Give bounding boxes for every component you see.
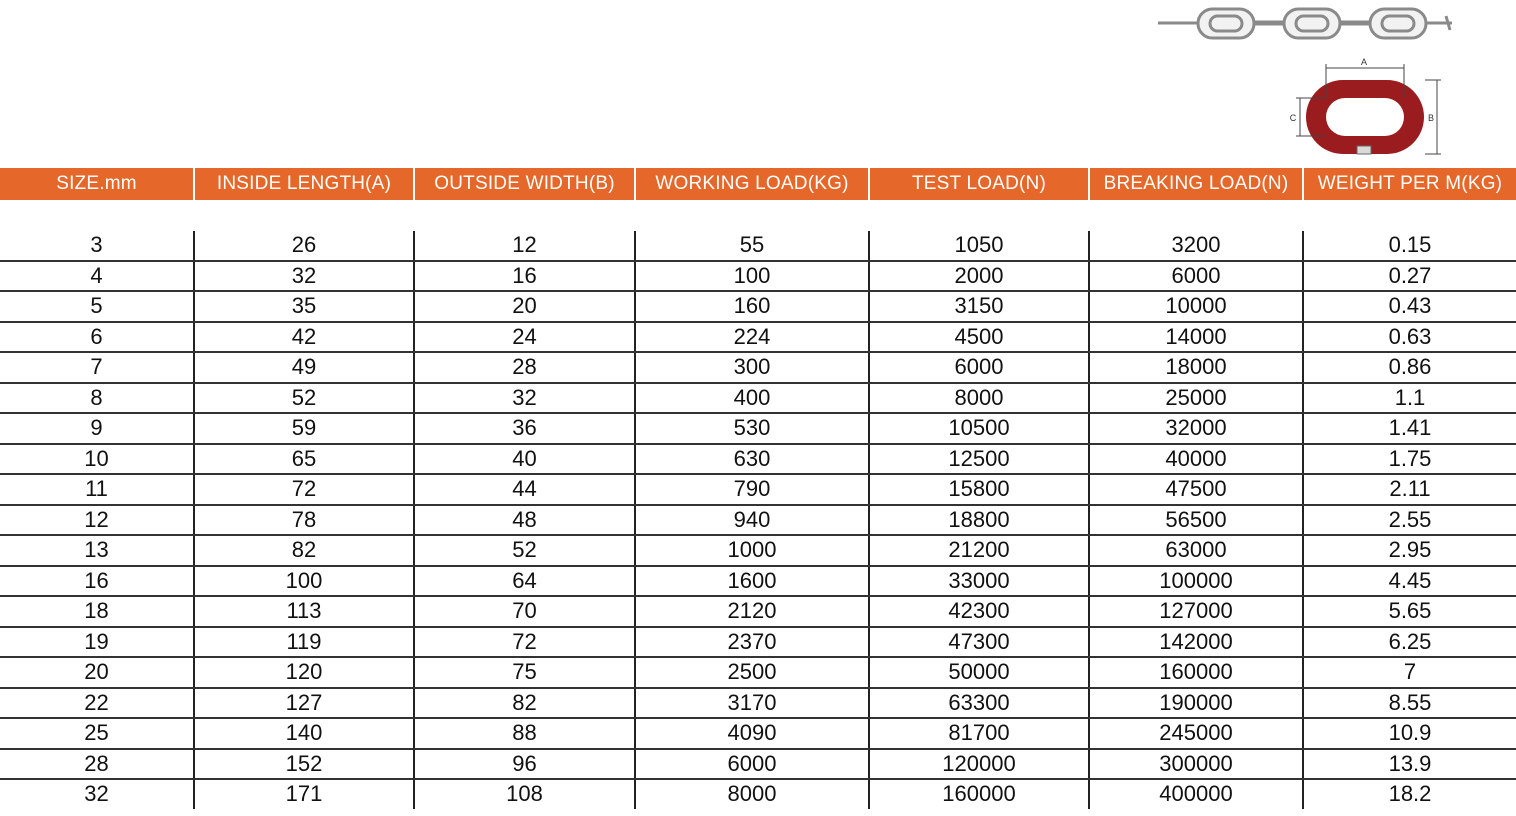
cell-size: 4 <box>0 261 194 292</box>
cell-working-load: 6000 <box>635 749 869 780</box>
cell-test-load: 8000 <box>869 383 1089 414</box>
cell-outside-width: 72 <box>414 627 635 658</box>
cell-inside-length: 100 <box>194 566 414 597</box>
cell-outside-width: 82 <box>414 688 635 719</box>
cell-breaking-load: 127000 <box>1089 596 1303 627</box>
cell-breaking-load: 18000 <box>1089 352 1303 383</box>
cell-inside-length: 72 <box>194 474 414 505</box>
cell-test-load: 6000 <box>869 352 1089 383</box>
table-header-row <box>0 168 1516 200</box>
cell-weight-per-m: 18.2 <box>1303 779 1516 809</box>
cell-working-load: 100 <box>635 261 869 292</box>
cell-breaking-load: 142000 <box>1089 627 1303 658</box>
cell-breaking-load: 100000 <box>1089 566 1303 597</box>
cell-weight-per-m: 7 <box>1303 657 1516 688</box>
cell-breaking-load: 40000 <box>1089 444 1303 475</box>
cell-weight-per-m: 0.86 <box>1303 352 1516 383</box>
cell-working-load: 630 <box>635 444 869 475</box>
cell-outside-width: 16 <box>414 261 635 292</box>
cell-working-load: 224 <box>635 322 869 353</box>
cell-inside-length: 65 <box>194 444 414 475</box>
cell-inside-length: 171 <box>194 779 414 809</box>
table-row <box>0 718 1516 749</box>
cell-outside-width: 75 <box>414 657 635 688</box>
cell-inside-length: 78 <box>194 505 414 536</box>
dimension-label-a: A <box>1360 57 1368 67</box>
cell-outside-width: 64 <box>414 566 635 597</box>
cell-test-load: 3150 <box>869 291 1089 322</box>
cell-weight-per-m: 2.95 <box>1303 535 1516 566</box>
header-breaking-load: BREAKING LOAD(N) <box>1089 168 1303 200</box>
cell-breaking-load: 10000 <box>1089 291 1303 322</box>
table-row <box>0 413 1516 444</box>
cell-test-load: 81700 <box>869 718 1089 749</box>
cell-working-load: 3170 <box>635 688 869 719</box>
header-outside-width: OUTSIDE WIDTH(B) <box>414 168 635 200</box>
cell-weight-per-m: 4.45 <box>1303 566 1516 597</box>
cell-inside-length: 82 <box>194 535 414 566</box>
cell-test-load: 47300 <box>869 627 1089 658</box>
cell-outside-width: 20 <box>414 291 635 322</box>
table-row <box>0 535 1516 566</box>
cell-breaking-load: 14000 <box>1089 322 1303 353</box>
cell-weight-per-m: 6.25 <box>1303 627 1516 658</box>
cell-outside-width: 52 <box>414 535 635 566</box>
cell-size: 12 <box>0 505 194 536</box>
cell-breaking-load: 25000 <box>1089 383 1303 414</box>
cell-inside-length: 52 <box>194 383 414 414</box>
cell-weight-per-m: 10.9 <box>1303 718 1516 749</box>
cell-breaking-load: 400000 <box>1089 779 1303 809</box>
cell-working-load: 160 <box>635 291 869 322</box>
cell-weight-per-m: 2.11 <box>1303 474 1516 505</box>
cell-size: 10 <box>0 444 194 475</box>
cell-breaking-load: 190000 <box>1089 688 1303 719</box>
table-row <box>0 322 1516 353</box>
cell-weight-per-m: 5.65 <box>1303 596 1516 627</box>
cell-size: 7 <box>0 352 194 383</box>
table-row <box>0 291 1516 322</box>
cell-weight-per-m: 1.41 <box>1303 413 1516 444</box>
cell-weight-per-m: 0.43 <box>1303 291 1516 322</box>
cell-size: 11 <box>0 474 194 505</box>
chain-strand-icon <box>1158 9 1452 38</box>
cell-working-load: 2370 <box>635 627 869 658</box>
cell-inside-length: 152 <box>194 749 414 780</box>
table-row <box>0 779 1516 809</box>
cell-inside-length: 35 <box>194 291 414 322</box>
cell-test-load: 33000 <box>869 566 1089 597</box>
cell-test-load: 21200 <box>869 535 1089 566</box>
cell-weight-per-m: 8.55 <box>1303 688 1516 719</box>
cell-breaking-load: 63000 <box>1089 535 1303 566</box>
cell-weight-per-m: 13.9 <box>1303 749 1516 780</box>
dimension-label-c: C <box>1289 113 1297 123</box>
cell-test-load: 42300 <box>869 596 1089 627</box>
cell-inside-length: 119 <box>194 627 414 658</box>
cell-test-load: 160000 <box>869 779 1089 809</box>
cell-breaking-load: 245000 <box>1089 718 1303 749</box>
table-row <box>0 383 1516 414</box>
cell-size: 9 <box>0 413 194 444</box>
cell-working-load: 790 <box>635 474 869 505</box>
cell-weight-per-m: 0.15 <box>1303 231 1516 261</box>
table-row <box>0 231 1516 261</box>
cell-weight-per-m: 1.75 <box>1303 444 1516 475</box>
cell-outside-width: 108 <box>414 779 635 809</box>
cell-outside-width: 24 <box>414 322 635 353</box>
cell-size: 25 <box>0 718 194 749</box>
table-body <box>0 200 1516 809</box>
cell-size: 32 <box>84 781 109 807</box>
cell-working-load: 530 <box>635 413 869 444</box>
cell-test-load: 63300 <box>869 688 1089 719</box>
cell-outside-width: 88 <box>414 718 635 749</box>
cell-test-load: 15800 <box>869 474 1089 505</box>
cell-outside-width: 28 <box>414 352 635 383</box>
cell-breaking-load: 56500 <box>1089 505 1303 536</box>
dimension-label-b: B <box>1427 113 1435 123</box>
table-row <box>0 261 1516 292</box>
cell-breaking-load: 47500 <box>1089 474 1303 505</box>
link-icon <box>1306 80 1424 154</box>
table-spacer <box>0 200 1516 231</box>
table-row <box>0 749 1516 780</box>
cell-test-load: 10500 <box>869 413 1089 444</box>
cell-test-load: 120000 <box>869 749 1089 780</box>
cell-working-load: 1600 <box>635 566 869 597</box>
cell-inside-length: 26 <box>194 231 414 261</box>
table-row <box>0 596 1516 627</box>
cell-weight-per-m: 1.1 <box>1303 383 1516 414</box>
cell-test-load: 18800 <box>869 505 1089 536</box>
chain-link-diagram <box>1150 0 1516 165</box>
cell-inside-length: 120 <box>194 657 414 688</box>
table-row <box>0 505 1516 536</box>
cell-inside-length: 127 <box>194 688 414 719</box>
cell-breaking-load: 160000 <box>1089 657 1303 688</box>
cell-size: 6 <box>0 322 194 353</box>
chain-spec-table <box>0 168 1516 809</box>
cell-breaking-load: 300000 <box>1089 749 1303 780</box>
cell-size: 20 <box>0 657 194 688</box>
cell-working-load: 940 <box>635 505 869 536</box>
cell-weight-per-m: 2.55 <box>1303 505 1516 536</box>
cell-size: 22 <box>0 688 194 719</box>
cell-inside-length: 42 <box>194 322 414 353</box>
cell-outside-width: 36 <box>414 413 635 444</box>
cell-size: 3 <box>0 231 194 261</box>
cell-working-load: 1000 <box>635 535 869 566</box>
cell-weight-per-m: 0.63 <box>1303 322 1516 353</box>
header-weight-per-m: WEIGHT PER M(KG) <box>1303 168 1516 200</box>
link-inner <box>1326 98 1404 136</box>
table-row <box>0 352 1516 383</box>
table-row <box>0 474 1516 505</box>
cell-working-load: 4090 <box>635 718 869 749</box>
cell-size: 5 <box>0 291 194 322</box>
cell-size: 13 <box>0 535 194 566</box>
cell-outside-width: 96 <box>414 749 635 780</box>
cell-test-load: 50000 <box>869 657 1089 688</box>
cell-test-load: 4500 <box>869 322 1089 353</box>
cell-outside-width: 48 <box>414 505 635 536</box>
cell-inside-length: 32 <box>194 261 414 292</box>
cell-test-load: 2000 <box>869 261 1089 292</box>
cell-inside-length: 113 <box>194 596 414 627</box>
cell-size: 19 <box>0 627 194 658</box>
cell-size: 18 <box>0 596 194 627</box>
cell-size: 8 <box>0 383 194 414</box>
cell-size: 16 <box>0 566 194 597</box>
table-row <box>0 688 1516 719</box>
cell-working-load: 8000 <box>635 779 869 809</box>
cell-breaking-load: 3200 <box>1089 231 1303 261</box>
cell-outside-width: 32 <box>414 383 635 414</box>
header-working-load: WORKING LOAD(KG) <box>635 168 869 200</box>
table-row <box>0 566 1516 597</box>
cell-outside-width: 70 <box>414 596 635 627</box>
cell-working-load: 55 <box>635 231 869 261</box>
cell-working-load: 2500 <box>635 657 869 688</box>
header-inside-length: INSIDE LENGTH(A) <box>194 168 414 200</box>
cell-working-load: 300 <box>635 352 869 383</box>
cell-working-load: 2120 <box>635 596 869 627</box>
cell-breaking-load: 32000 <box>1089 413 1303 444</box>
table-row <box>0 444 1516 475</box>
cell-outside-width: 44 <box>414 474 635 505</box>
table-row <box>0 627 1516 658</box>
cell-inside-length: 140 <box>194 718 414 749</box>
cell-breaking-load: 6000 <box>1089 261 1303 292</box>
cell-outside-width: 12 <box>414 231 635 261</box>
cell-inside-length: 59 <box>194 413 414 444</box>
cell-weight-per-m: 0.27 <box>1303 261 1516 292</box>
cell-size: 28 <box>0 749 194 780</box>
cell-test-load: 1050 <box>869 231 1089 261</box>
header-test-load: TEST LOAD(N) <box>869 168 1089 200</box>
table-row <box>0 657 1516 688</box>
cell-outside-width: 40 <box>414 444 635 475</box>
cell-working-load: 400 <box>635 383 869 414</box>
header-size: SIZE.mm <box>0 168 194 200</box>
cell-test-load: 12500 <box>869 444 1089 475</box>
cell-inside-length: 49 <box>194 352 414 383</box>
